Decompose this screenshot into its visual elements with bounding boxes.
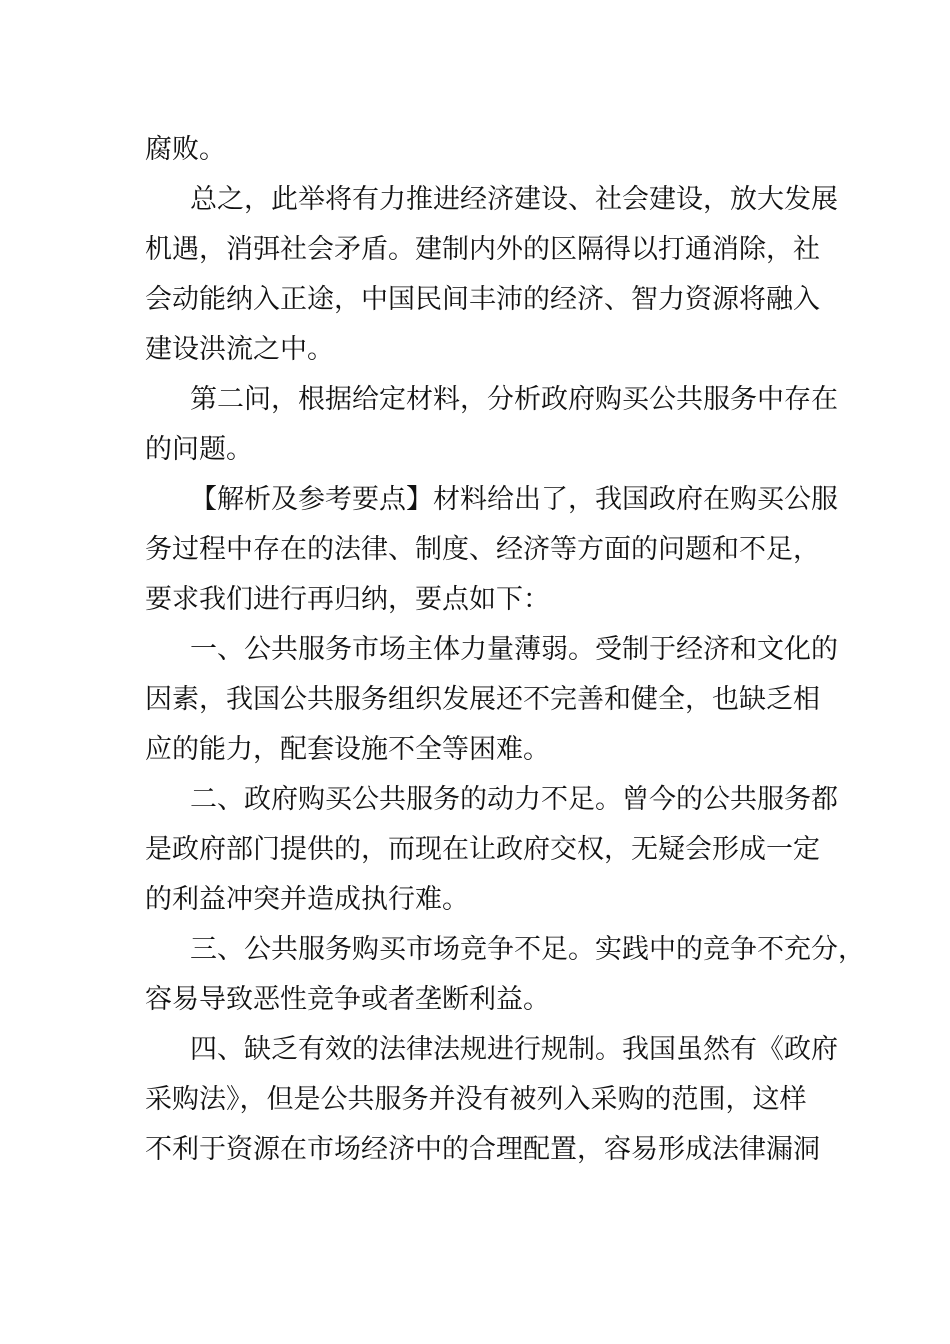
text-line: 是政府部门提供的，而现在让政府交权，无疑会形成一定 (145, 834, 820, 865)
text-line: 三、公共服务购买市场竞争不足。实践中的竞争不充分， (190, 934, 865, 965)
text-line: 应的能力，配套设施不全等困难。 (145, 734, 550, 765)
text-line: 的利益冲突并造成执行难。 (145, 884, 469, 915)
text-line: 的问题。 (145, 434, 253, 465)
text-line: 不利于资源在市场经济中的合理配置，容易形成法律漏洞 (145, 1134, 820, 1165)
text-line: 容易导致恶性竞争或者垄断利益。 (145, 984, 550, 1015)
text-line: 二、政府购买公共服务的动力不足。曾今的公共服务都 (190, 784, 838, 815)
text-line: 总之，此举将有力推进经济建设、社会建设，放大发展 (190, 184, 838, 215)
text-line: 四、缺乏有效的法律法规进行规制。我国虽然有《政府 (190, 1034, 838, 1065)
text-line: 要求我们进行再归纳，要点如下： (145, 584, 550, 615)
text-line: 一、公共服务市场主体力量薄弱。受制于经济和文化的 (190, 634, 838, 665)
text-line: 腐败。 (145, 134, 226, 165)
text-line: 第二问，根据给定材料，分析政府购买公共服务中存在 (190, 384, 838, 415)
text-line: 机遇，消弭社会矛盾。建制内外的区隔得以打通消除，社 (145, 234, 820, 265)
text-line: 【解析及参考要点】材料给出了，我国政府在购买公服 (190, 484, 838, 515)
text-line: 会动能纳入正途，中国民间丰沛的经济、智力资源将融入 (145, 284, 820, 315)
text-line: 采购法》，但是公共服务并没有被列入采购的范围，这样 (145, 1084, 807, 1115)
text-line: 因素，我国公共服务组织发展还不完善和健全，也缺乏相 (145, 684, 820, 715)
text-line: 建设洪流之中。 (145, 334, 334, 365)
text-line: 务过程中存在的法律、制度、经济等方面的问题和不足， (145, 534, 820, 565)
